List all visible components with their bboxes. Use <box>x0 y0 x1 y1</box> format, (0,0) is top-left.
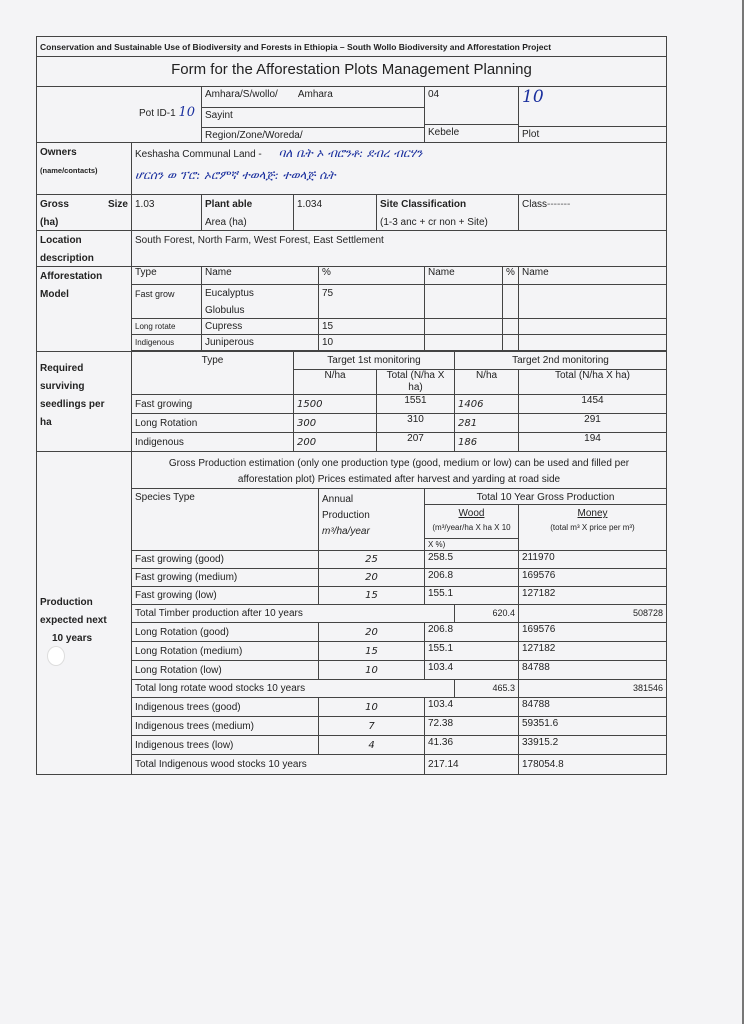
region-value2: Amhara <box>297 89 333 100</box>
total-timber-label: Total Timber production after 10 years <box>132 605 455 623</box>
production-type: Long Rotation (medium) <box>132 642 319 661</box>
production-annual: 25 <box>319 551 425 569</box>
seedlings-type: Indigenous <box>132 433 294 452</box>
production-label-3: 10 years <box>52 633 93 644</box>
seedlings-label-3: seedlings per <box>40 399 105 410</box>
seedlings-label-4: ha <box>40 417 52 428</box>
plot-id-cell <box>37 87 202 143</box>
model-label-cell <box>37 267 132 352</box>
annual-header-cell <box>319 489 425 551</box>
seedlings-type: Long Rotation <box>132 414 294 433</box>
seedlings-t1: 310 <box>377 414 455 433</box>
wood-unit: (m³/year/ha X ha X 10 <box>432 523 511 532</box>
production-row <box>37 551 667 569</box>
production-wood: 103.4 <box>425 698 519 717</box>
total-row <box>37 605 667 623</box>
production-money: 127182 <box>519 587 667 605</box>
total-indig-wood: 217.14 <box>425 755 519 775</box>
seedlings-n1: 1500 <box>294 395 377 414</box>
seedlings-row <box>37 433 667 452</box>
production-wood: 206.8 <box>425 569 519 587</box>
total-long-wood: 465.3 <box>455 680 519 698</box>
owners-value: Keshasha Communal Land - <box>135 149 262 160</box>
annual-header-2: Production <box>322 510 370 521</box>
plot-value: 10 <box>522 87 544 107</box>
seedlings-n2: 186 <box>455 433 519 452</box>
model-pct: 15 <box>319 319 425 335</box>
production-wood: 103.4 <box>425 661 519 680</box>
plot-id-value: 10 <box>178 105 195 120</box>
seedlings-n1: 300 <box>294 414 377 433</box>
model-row <box>37 285 667 319</box>
model-label2: Model <box>40 289 69 300</box>
gross-size-value: 1.03 <box>132 195 202 231</box>
location-label: Location <box>40 235 82 246</box>
location-label2: description <box>40 253 94 264</box>
plot-cell <box>519 87 667 143</box>
seedlings-t1: 1551 <box>377 395 455 414</box>
production-annual: 10 <box>319 698 425 717</box>
total-row <box>37 680 667 698</box>
production-wood: 206.8 <box>425 623 519 642</box>
owners-label: Owners <box>40 147 77 158</box>
wood-unit-2: X %) <box>425 539 519 551</box>
total-indig-money: 178054.8 <box>519 755 667 775</box>
owners-value-cell <box>132 143 667 195</box>
money-unit: (total m³ X price per m³) <box>550 523 635 532</box>
model-row <box>37 335 667 351</box>
seedlings-t1: 207 <box>377 433 455 452</box>
gross-size-label-cell <box>37 195 132 231</box>
production-type: Fast growing (good) <box>132 551 319 569</box>
annual-header: Annual <box>322 494 354 505</box>
production-type: Fast growing (low) <box>132 587 319 605</box>
model-name: Eucalyptus <box>205 288 254 299</box>
model-name2: Globulus <box>205 305 245 316</box>
site-classification-cell <box>377 195 519 231</box>
production-type: Fast growing (medium) <box>132 569 319 587</box>
total-header-2: Total (N/ha X ha) <box>519 370 667 395</box>
production-type: Indigenous trees (low) <box>132 736 319 755</box>
production-money: 169576 <box>519 569 667 587</box>
size-label: Size <box>107 199 128 210</box>
production-label-2: expected next <box>40 615 107 626</box>
production-row <box>37 736 667 755</box>
model-header-name-3: Name <box>519 267 667 285</box>
model-label: Afforestation <box>40 271 103 282</box>
money-header-cell <box>519 505 667 551</box>
production-money: 33915.2 <box>519 736 667 755</box>
gross-label: Gross <box>40 199 69 210</box>
annual-unit: m³/ha/year <box>322 526 370 537</box>
model-header-name: Name <box>202 267 319 285</box>
production-type: Long Rotation (low) <box>132 661 319 680</box>
production-row <box>37 623 667 642</box>
production-money: 211970 <box>519 551 667 569</box>
production-annual: 15 <box>319 642 425 661</box>
seedlings-label-1: Required <box>40 363 84 374</box>
production-money: 169576 <box>519 623 667 642</box>
owners-handwriting-2: ሆርሰን ወ ፕሮ: ኦሮምኛ ተወላጅ: ተወላጅ ሴት <box>135 168 336 182</box>
model-header-type: Type <box>132 267 202 285</box>
ha-label: (ha) <box>40 217 59 228</box>
plot-label: Plot <box>522 129 540 140</box>
seedlings-row <box>37 414 667 433</box>
class-cell: Class------- <box>519 195 667 231</box>
target-1-header: Target 1st monitoring <box>294 352 455 370</box>
total-timber-money: 508728 <box>519 605 667 623</box>
seedlings-t2: 194 <box>519 433 667 452</box>
kebele-value: 04 <box>425 87 518 125</box>
total-10-year-header: Total 10 Year Gross Production <box>425 489 667 505</box>
model-header-name-2: Name <box>425 267 503 285</box>
total-long-money: 381546 <box>519 680 667 698</box>
class-label: Class <box>522 199 548 210</box>
money-header: Money <box>577 508 608 519</box>
total-long-label: Total long rotate wood stocks 10 years <box>132 680 455 698</box>
production-wood: 155.1 <box>425 642 519 661</box>
production-note-2: afforestation plot) Prices estimated after harvest and yarding at road side <box>237 474 561 485</box>
total-timber-wood: 620.4 <box>455 605 519 623</box>
model-name: Cupress <box>202 319 319 335</box>
kebele-cell <box>425 87 519 143</box>
total-row <box>37 755 667 775</box>
model-type: Indigenous <box>132 335 202 351</box>
production-wood: 155.1 <box>425 587 519 605</box>
production-money: 127182 <box>519 642 667 661</box>
owners-label-cell <box>37 143 132 195</box>
site-label: Site Classification <box>380 199 467 210</box>
production-money: 59351.6 <box>519 717 667 736</box>
production-row <box>37 642 667 661</box>
wood-header: Wood <box>458 508 485 519</box>
location-label-cell <box>37 231 132 267</box>
site-sub: (1-3 anc + cr non + Site) <box>380 217 488 228</box>
seedlings-n2: 1406 <box>455 395 519 414</box>
production-note <box>132 452 667 489</box>
model-type: Fast grow <box>132 285 202 319</box>
project-title: Conservation and Sustainable Use of Biodiversity and Forests in Ethiopia – South Wollo Biodiversity and Afforestation Project <box>37 37 667 57</box>
area-label: Area (ha) <box>205 217 247 228</box>
production-annual: 7 <box>319 717 425 736</box>
region-value: Amhara/S/wollo/ <box>205 89 278 100</box>
production-type: Indigenous trees (good) <box>132 698 319 717</box>
seedlings-n1: 200 <box>294 433 377 452</box>
model-name: Juniperous <box>202 335 319 351</box>
plantable-label-cell <box>202 195 294 231</box>
model-type: Long rotate <box>132 319 202 335</box>
region-cell <box>202 87 425 143</box>
target-2-header: Target 2nd monitoring <box>455 352 667 370</box>
nha-header-2: N/ha <box>455 370 519 395</box>
production-label-1: Production <box>40 597 93 608</box>
seedlings-label-cell <box>37 352 132 452</box>
model-row <box>37 319 667 335</box>
form-title: Form for the Afforestation Plots Management Planning <box>37 57 667 87</box>
seedlings-type: Fast growing <box>132 395 294 414</box>
production-annual: 10 <box>319 661 425 680</box>
production-row <box>37 587 667 605</box>
location-value: South Forest, North Farm, West Forest, East Settlement <box>132 231 667 267</box>
plantable-value: 1.034 <box>294 195 377 231</box>
seedlings-label-2: surviving <box>40 381 85 392</box>
production-note-1: Gross Production estimation (only one production type (good, medium or low) can be used and filled per <box>168 458 630 469</box>
production-row <box>37 569 667 587</box>
production-type: Long Rotation (good) <box>132 623 319 642</box>
model-pct: 75 <box>319 285 425 319</box>
afforestation-form <box>36 36 666 775</box>
production-row <box>37 717 667 736</box>
seedlings-t2: 291 <box>519 414 667 433</box>
model-header-pct: % <box>319 267 425 285</box>
model-header-pct-2: % <box>503 267 519 285</box>
total-header-1: Total (N/ha X ha) <box>377 370 455 395</box>
production-row <box>37 698 667 717</box>
nha-header-1: N/ha <box>294 370 377 395</box>
production-money: 84788 <box>519 698 667 717</box>
production-row <box>37 661 667 680</box>
kebele-label: Kebele <box>428 127 460 138</box>
owners-handwriting-1: ባለ ቤት ኦ ብሮንቶ: ደብረ ብርሃን <box>278 146 423 160</box>
plot-id-label: Pot ID-1 <box>138 108 176 119</box>
production-annual: 4 <box>319 736 425 755</box>
production-label-cell <box>37 452 132 775</box>
production-money: 84788 <box>519 661 667 680</box>
seedlings-row <box>37 395 667 414</box>
region-label: Region/Zone/Woreda/ <box>205 130 303 141</box>
wood-header-cell <box>425 505 519 539</box>
production-wood: 258.5 <box>425 551 519 569</box>
punch-hole <box>47 646 65 666</box>
form-table <box>36 36 667 775</box>
production-wood: 72.38 <box>425 717 519 736</box>
production-annual: 15 <box>319 587 425 605</box>
production-wood: 41.36 <box>425 736 519 755</box>
production-type: Indigenous trees (medium) <box>132 717 319 736</box>
seedlings-n2: 281 <box>455 414 519 433</box>
production-annual: 20 <box>319 569 425 587</box>
seedlings-type-header: Type <box>132 352 294 395</box>
total-indig-label: Total Indigenous wood stocks 10 years <box>132 755 425 775</box>
model-pct: 10 <box>319 335 425 351</box>
species-header: Species Type <box>132 489 319 551</box>
production-annual: 20 <box>319 623 425 642</box>
seedlings-t2: 1454 <box>519 395 667 414</box>
plantable-label: Plant able <box>205 199 253 210</box>
owners-sublabel: (name/contacts) <box>40 166 98 175</box>
woreda-value: Sayint <box>202 108 424 128</box>
